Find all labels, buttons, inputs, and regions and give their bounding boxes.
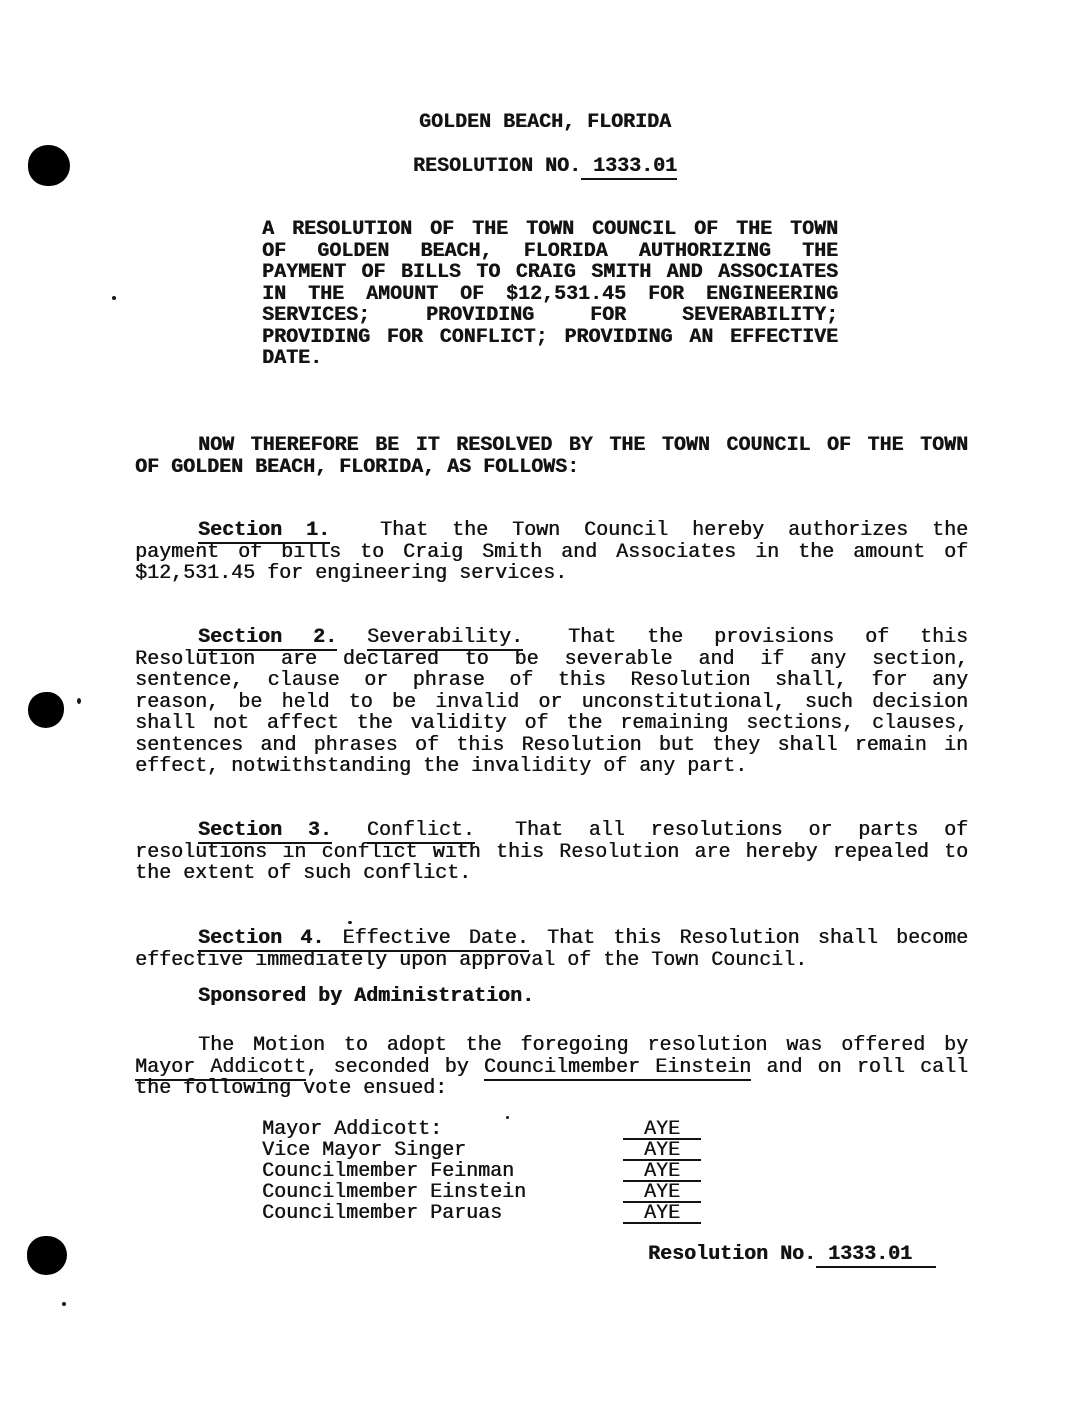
- text-line: Section 1. That the Town Council hereby authorizes the: [198, 519, 968, 542]
- text-line: effect, notwithstanding the invalidity of any part.: [135, 755, 748, 778]
- text-line: SERVICES; PROVIDING FOR SEVERABILITY;: [262, 304, 838, 327]
- text-line: sentences and phrases of this Resolution but they shall remain in: [135, 733, 968, 757]
- vote-row: [262, 1119, 712, 1140]
- vote-row: [262, 1203, 712, 1224]
- text-line: DATE.: [262, 347, 323, 370]
- section-2-heading: Section 2.: [198, 626, 337, 649]
- mover-name: Mayor Addicott: [135, 1055, 307, 1079]
- text-line: PAYMENT OF BILLS TO CRAIG SMITH AND ASSOCIATES: [262, 261, 838, 284]
- section-3-subheading: Conflict.: [366, 819, 475, 842]
- section-1-paragraph: [135, 520, 968, 585]
- vote-row: [262, 1161, 712, 1182]
- vote-name: Vice Mayor Singer: [262, 1139, 467, 1162]
- preamble-paragraph: [262, 219, 838, 370]
- vote-row: [262, 1182, 712, 1203]
- footer-number: 1333.01: [816, 1243, 937, 1266]
- section-3-paragraph: [135, 820, 968, 885]
- scan-artifact: [77, 698, 81, 704]
- page-title: GOLDEN BEACH, FLORIDA: [418, 111, 672, 134]
- vote-value: AYE: [623, 1161, 701, 1182]
- scan-artifact: [62, 1302, 66, 1306]
- scan-artifact: [348, 921, 352, 924]
- text-line: IN THE AMOUNT OF $12,531.45 FOR ENGINEERING: [262, 282, 838, 306]
- text-line: Section 2. Severability. That the provisions of this: [198, 626, 968, 649]
- text-line: PROVIDING FOR CONFLICT; PROVIDING AN EFFECTIVE: [262, 325, 838, 349]
- vote-name: Councilmember Einstein: [262, 1181, 527, 1204]
- text-line: Mayor Addicott, seconded by Councilmember Einstein and on roll call: [135, 1055, 968, 1079]
- vote-value: AYE: [623, 1203, 701, 1224]
- vote-value: AYE: [623, 1140, 701, 1161]
- vote-name: Councilmember Feinman: [262, 1160, 515, 1183]
- resolution-number-heading: [0, 156, 1090, 178]
- sponsored-line: Sponsored by Administration.: [198, 985, 535, 1008]
- motion-paragraph: [135, 1035, 968, 1100]
- text-line: reason, be held to be invalid or unconstitutional, such decision: [135, 690, 968, 714]
- hole-punch-bottom: [27, 1236, 67, 1275]
- resolution-number: 1333.01: [581, 155, 678, 178]
- vote-value: AYE: [623, 1182, 701, 1203]
- text-line: payment of bills to Craig Smith and Associates in the amount of: [135, 540, 968, 564]
- section-4-heading: Section 4.: [198, 927, 325, 950]
- text-line: OF GOLDEN BEACH, FLORIDA, AS FOLLOWS:: [135, 455, 580, 479]
- section-4-paragraph: [135, 928, 968, 971]
- text-line: the following vote ensued:: [135, 1077, 448, 1100]
- section-4-subheading: Effective Date.: [324, 927, 529, 950]
- vote-table: [262, 1119, 712, 1224]
- footer-resolution-number: [648, 1244, 936, 1266]
- seconder-name: Councilmember Einstein: [483, 1055, 752, 1079]
- vote-row: [262, 1140, 712, 1161]
- text-line: NOW THEREFORE BE IT RESOLVED BY THE TOWN COUNCIL OF THE TOWN: [198, 434, 968, 457]
- text-line: sentence, clause or phrase of this Resolution shall, for any: [135, 669, 968, 692]
- vote-value: AYE: [623, 1119, 701, 1140]
- text-line: shall not affect the validity of the remaining sections, clauses,: [135, 712, 968, 735]
- resolution-label: RESOLUTION NO.: [412, 155, 581, 178]
- resolved-clause: [135, 435, 968, 478]
- text-line: the extent of such conflict.: [135, 862, 472, 885]
- text-line: The Motion to adopt the foregoing resolution was offered by: [198, 1034, 968, 1057]
- section-3-heading: Section 3.: [198, 819, 332, 842]
- text-line: A RESOLUTION OF THE TOWN COUNCIL OF THE TOWN: [262, 218, 838, 241]
- text-line: $12,531.45 for engineering services.: [135, 562, 568, 585]
- text-line: OF GOLDEN BEACH, FLORIDA AUTHORIZING THE: [262, 239, 838, 263]
- section-1-heading: Section 1.: [198, 519, 331, 542]
- hole-punch-middle: [28, 692, 64, 728]
- text-line: effective immediately upon approval of the Town Council.: [135, 948, 808, 972]
- section-2-paragraph: [135, 627, 968, 778]
- section-2-subheading: Severability.: [367, 626, 524, 649]
- text-line: Section 4. Effective Date. That this Resolution shall become: [198, 927, 968, 950]
- footer-label: Resolution No.: [648, 1243, 817, 1266]
- scan-artifact: [112, 296, 116, 300]
- text-line: Resolution are declared to be severable and if any section,: [135, 647, 968, 671]
- text-line: resolutions in conflict with this Resolution are hereby repealed to: [135, 840, 968, 864]
- text-line: Section 3. Conflict. That all resolutions or parts of: [198, 819, 968, 842]
- vote-name: Councilmember Paruas: [262, 1202, 503, 1225]
- vote-name: Mayor Addicott:: [262, 1118, 443, 1141]
